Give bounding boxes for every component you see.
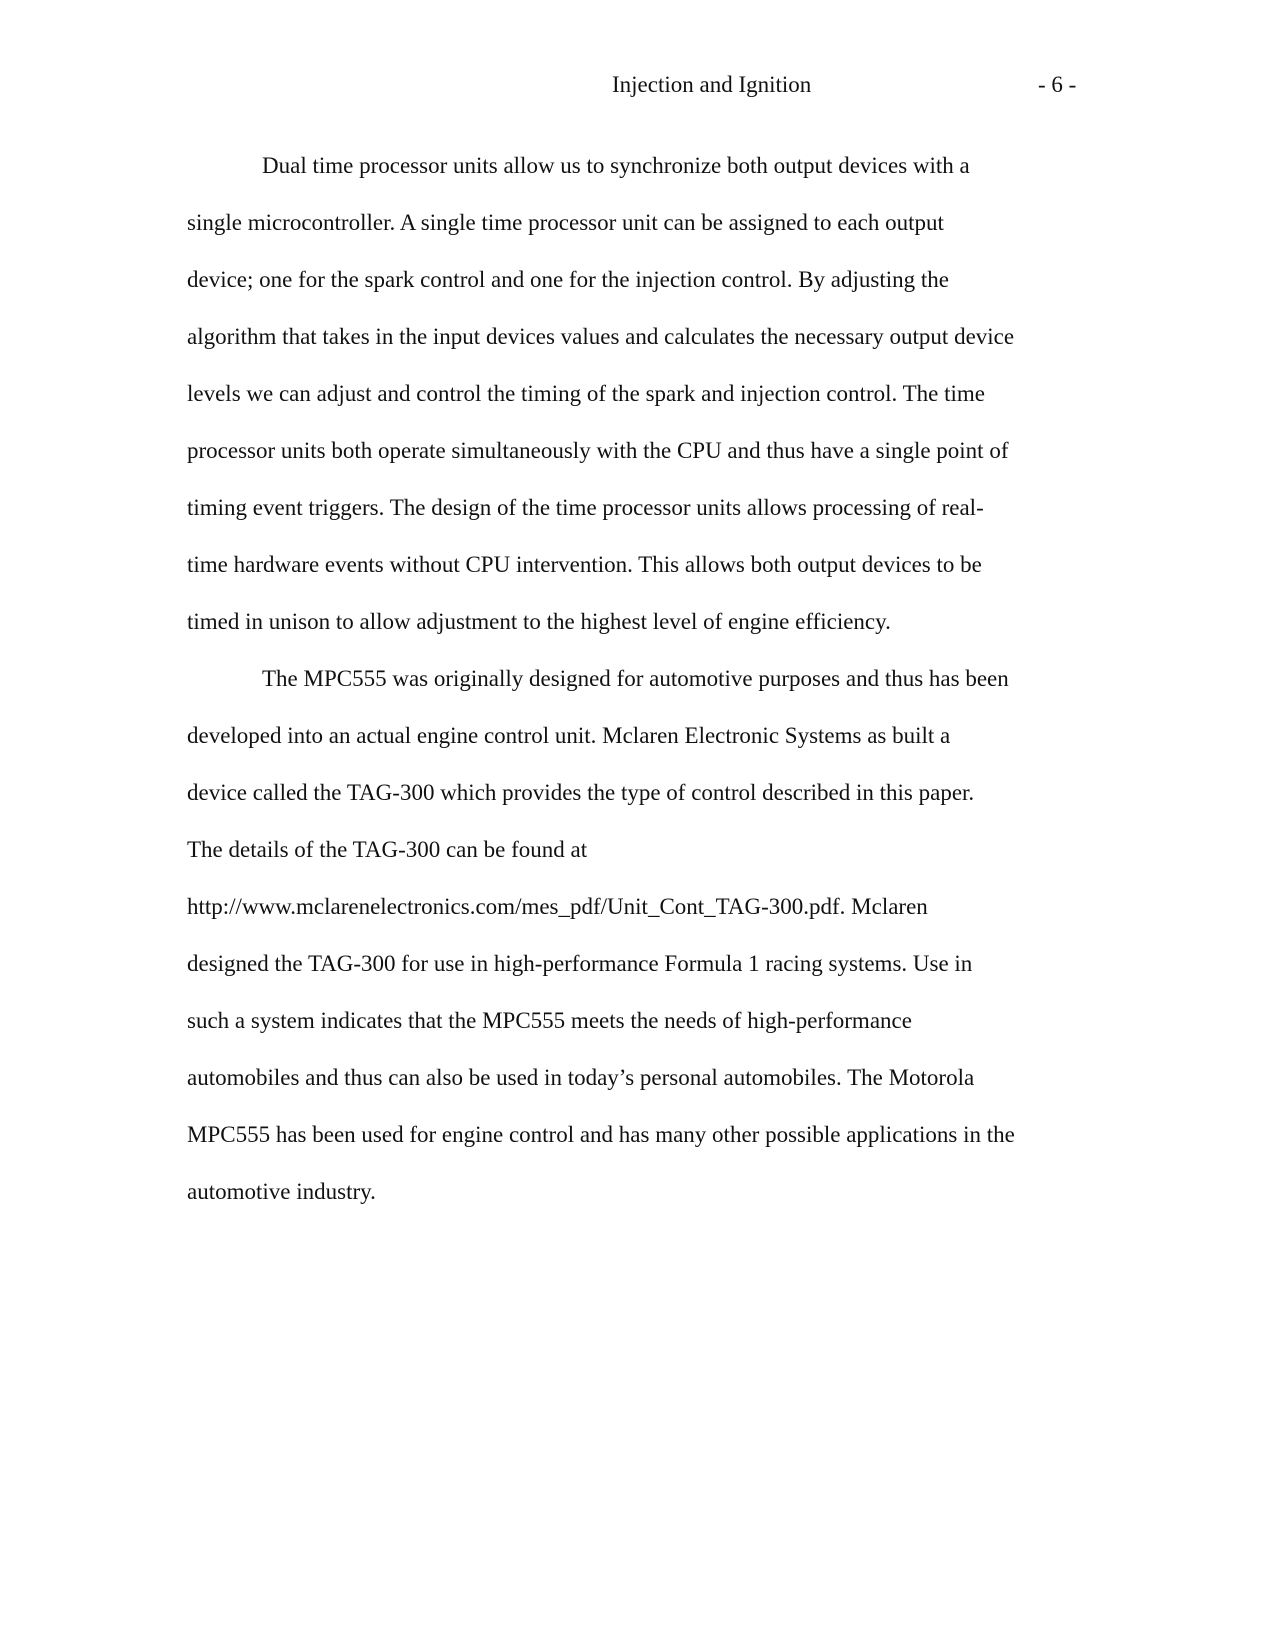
paragraph-line: device called the TAG-300 which provides the type of control described in this paper.: [187, 780, 975, 805]
running-header: [0, 72, 1275, 112]
paragraph-line: levels we can adjust and control the timing of the spark and injection control. The time: [187, 381, 985, 406]
paragraph-line: designed the TAG-300 for use in high-performance Formula 1 racing systems. Use in: [187, 951, 973, 976]
paragraph-line: algorithm that takes in the input devices values and calculates the necessary output device: [187, 324, 1015, 349]
paragraph-line: automobiles and thus can also be used in today’s personal automobiles. The Motorola: [187, 1065, 975, 1090]
paragraph-line: automotive industry.: [187, 1179, 376, 1204]
paragraph-line: single microcontroller. A single time processor unit can be assigned to each output: [187, 210, 944, 235]
running-title: Injection and Ignition: [612, 72, 812, 97]
paragraph-line: processor units both operate simultaneously with the CPU and thus have a single point of: [187, 438, 1009, 463]
paragraph-line: The details of the TAG-300 can be found at: [187, 837, 588, 862]
paragraph-line: timed in unison to allow adjustment to the highest level of engine efficiency.: [187, 609, 891, 634]
paragraph-line: developed into an actual engine control unit. Mclaren Electronic Systems as built a: [187, 723, 951, 748]
paragraph-line: Dual time processor units allow us to synchronize both output devices with a: [262, 153, 970, 178]
paragraph-1: [187, 137, 1087, 650]
page-number: - 6 -: [1038, 72, 1077, 97]
paragraph-line: device; one for the spark control and one for the injection control. By adjusting the: [187, 267, 949, 292]
body-text: [187, 137, 1087, 1220]
url-line: http://www.mclarenelectronics.com/mes_pdf/Unit_Cont_TAG-300.pdf. Mclaren: [187, 894, 928, 919]
paragraph-line: such a system indicates that the MPC555 meets the needs of high-performance: [187, 1008, 912, 1033]
paragraph-line: time hardware events without CPU intervention. This allows both output devices to be: [187, 552, 982, 577]
paragraph-line: timing event triggers. The design of the time processor units allows processing of real-: [187, 495, 984, 520]
paragraph-line: MPC555 has been used for engine control and has many other possible applications in the: [187, 1122, 1015, 1147]
paragraph-line: The MPC555 was originally designed for automotive purposes and thus has been: [262, 666, 1009, 691]
paragraph-2: [187, 650, 1087, 1220]
